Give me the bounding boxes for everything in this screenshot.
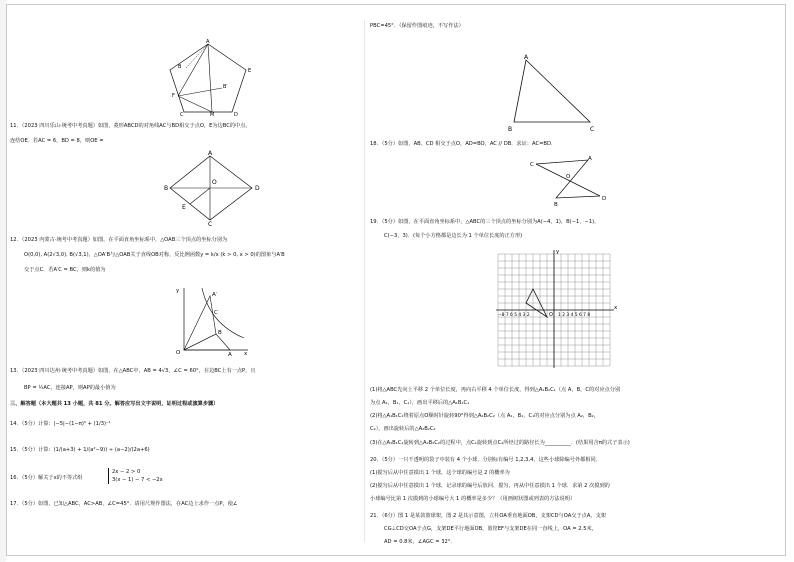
q14: 14．（5分）计算：|−5|−(1−π)⁰ + (1/3)⁻¹: [10, 421, 111, 427]
pentagon-label-A: A: [206, 39, 210, 45]
rhombus-label-B: B: [164, 185, 169, 192]
q17: 17．（5分）如图，已知△ABC，AC>AB，∠C=45°．请用尺规作图法，在AC边上求作一点P，使∠: [10, 501, 238, 507]
q12-line2: O(0,0), A(2√3,0), B(√3,1)，△OA′B与△OAB关于直线OB对称，反比例函数y = k/x (k > 0, x > 0)的图象与A′B: [24, 252, 285, 258]
rhombus-figure: [164, 150, 266, 228]
pentagon-label-D: D: [234, 112, 238, 118]
q17-triangle-figure: [506, 54, 602, 134]
q11-line2: [10, 137, 104, 145]
q11-line2-text: 连结OE．若AC = 6，BD = 8，则OE =: [10, 138, 104, 144]
q15: 15．（5分）计算：(1/(a+3) + 1/(a²−9)) ÷ (a−2)/(2a+6): [10, 447, 150, 453]
q11-line1: 11．（2023 四川乐山·统考中考真题）如图，菱形ABCD的对角线AC与BD相交于点O，E为边BC的中点，: [10, 123, 251, 129]
q16-ineq2: 3(x − 1) − 7 < −2x: [112, 477, 163, 484]
q18: 18．（5分）如图，AB、CD 相交于点O，AD=BO，AC // DB．求证：AC=BD．: [370, 141, 557, 147]
pentagon-label-B-prime: B′: [223, 84, 228, 90]
q12-label-x: x: [244, 351, 248, 357]
q21-line1: 21．（6分）图 1 是某款篮球架，图 2 是其示意图，立柱OA垂直地面OB，支架CD与OA交于点A，支架: [370, 513, 606, 519]
q13-line2: [24, 384, 116, 392]
q21-line2: CG⊥CD交OA于点G，支架DE平行地面OB，篮筐EF与支架DE在同一直线上，OA = 2.5米，: [384, 526, 597, 532]
q12-label-C: C: [214, 310, 218, 316]
section-three-heading: 三、解答题（本大题共 13 小题，共 81 分。解答应写出文字说明，证明过程或演算步骤）: [10, 401, 219, 407]
q16-text: 16．（5分）解关于x的不等式组: [10, 475, 83, 481]
tri-label-C: C: [590, 126, 595, 133]
q12-label-A: A: [228, 352, 232, 358]
q18-label-B: B: [554, 202, 558, 208]
q21-line3: AD = 0.8米，∠AGC = 32°．: [384, 539, 456, 545]
q12-line3: [24, 266, 106, 274]
q20-sub1: [370, 469, 510, 477]
q12-line1: 12．（2023 内蒙古·统考中考真题）如图，在平面直角坐标系中，△OAB三个顶点的坐标分别为: [10, 237, 228, 243]
column-divider: [364, 20, 365, 542]
pentagon-label-B: B: [178, 64, 182, 70]
q19-line2: C(−3，3)．(每个小方格都是边长为 1 个单位长度的正方形): [384, 233, 523, 239]
q18-figure: [530, 154, 610, 210]
pentagon-label-F: F: [172, 93, 175, 99]
tri-label-A: A: [524, 54, 529, 61]
rhombus-label-E: E: [182, 204, 186, 211]
q13-line2-text: BP = ½AC，连接AP，则AP的最小值为: [24, 385, 116, 391]
q20-sub1-text: (1)搅匀后从中任意摸出 1 个球，这个球的编号是 2 的概率为: [370, 470, 510, 476]
q19-coordinate-grid: [492, 248, 616, 382]
rhombus-label-D: D: [255, 185, 260, 192]
pentagon-label-C: C: [180, 112, 184, 118]
pentagon-label-E: E: [248, 68, 252, 74]
pentagon-label-M: M: [210, 112, 215, 118]
q18-label-C: C: [530, 162, 534, 168]
x-tick-labels-negative: −8 7 6 5 4 3 2: [498, 313, 530, 318]
origin-label: O: [549, 312, 553, 318]
rhombus-label-C: C: [208, 221, 213, 228]
q19-sub3: (3)在△A₁B₁C₁旋转到△A₂B₂C₂的过程中，点C₁旋转到点C₂所经过的路径长为__________．(结果用含π的式子表示): [370, 440, 630, 446]
q20-sub2: (2)搅匀后从中任意摸出 1 个球，记录球的编号后放回、搅匀，再从中任意摸出 1 个球．求第 2 次摸到的: [370, 483, 610, 489]
q19-sub2b: C₂），画出旋转后的△A₂B₂C₂: [370, 426, 436, 432]
q20-sub2b: 小球编号比第 1 次摸到的小球编号大 1 的概率是多少？（用画树状图或列表的方法说明）: [370, 496, 576, 502]
q16-ineq1: 2x − 2 > 0: [112, 469, 141, 475]
x-tick-labels-positive: 1 2 3 4 5 6 7 8: [558, 313, 591, 318]
q12-label-B: B: [218, 330, 222, 336]
q18-label-O: O: [566, 174, 571, 180]
q12-line3-text: 交于点C．若A′C = BC，则k的值为: [24, 267, 106, 273]
q16: [10, 474, 83, 482]
q12-label-y: y: [176, 288, 180, 294]
pentagon-figure: [168, 40, 258, 116]
rhombus-label-O: O: [212, 179, 217, 186]
q19-sub1b: 为点 A₁，B₁，C₁），画出平移后的△A₁B₁C₁: [370, 400, 470, 406]
q17-continued: PBC=45°．（保留作图痕迹，不写作法）: [370, 23, 464, 29]
q13-line1: 13．（2023 四川达州·统考中考真题）如图，在△ABC中，AB = 4√3，∠C = 60°，在边BC上有一点P，且: [10, 368, 256, 374]
y-axis-label: y: [556, 249, 560, 255]
q19-line1: 19．（5分）如图，在平面直角坐标系中，△ABC的三个顶点的坐标分别为A(−4，1)，B(−1，−1)，: [370, 219, 600, 225]
q18-label-D: D: [602, 196, 607, 202]
q19-sub1: (1)将△ABC先向上平移 2 个单位长度，再向右平移 4 个单位长度，得到△A₁B₁C₁（点 A，B，C的对应点分别: [370, 387, 621, 393]
rhombus-label-A: A: [208, 150, 213, 157]
q12-label-O: O: [176, 350, 181, 356]
x-axis-label: x: [614, 305, 618, 311]
q16-system: [108, 468, 163, 484]
tri-label-B: B: [508, 126, 513, 133]
q18-label-A: A: [588, 156, 592, 162]
q20-line1: 20．（5分）一只不透明的袋子中装有 4 个小球，分别标有编号 1,2,3,4，这些小球除编号外都相同．: [370, 457, 601, 463]
q19-sub2: (2)将△A₁B₁C₁绕着原点O顺时针旋转90°得到△A₂B₂C₂（点 A₁，B₁，C₁的对应点分别为点 A₂，B₂，: [370, 413, 599, 419]
q12-label-A-prime: A′: [212, 292, 218, 298]
q12-figure: [170, 284, 252, 356]
